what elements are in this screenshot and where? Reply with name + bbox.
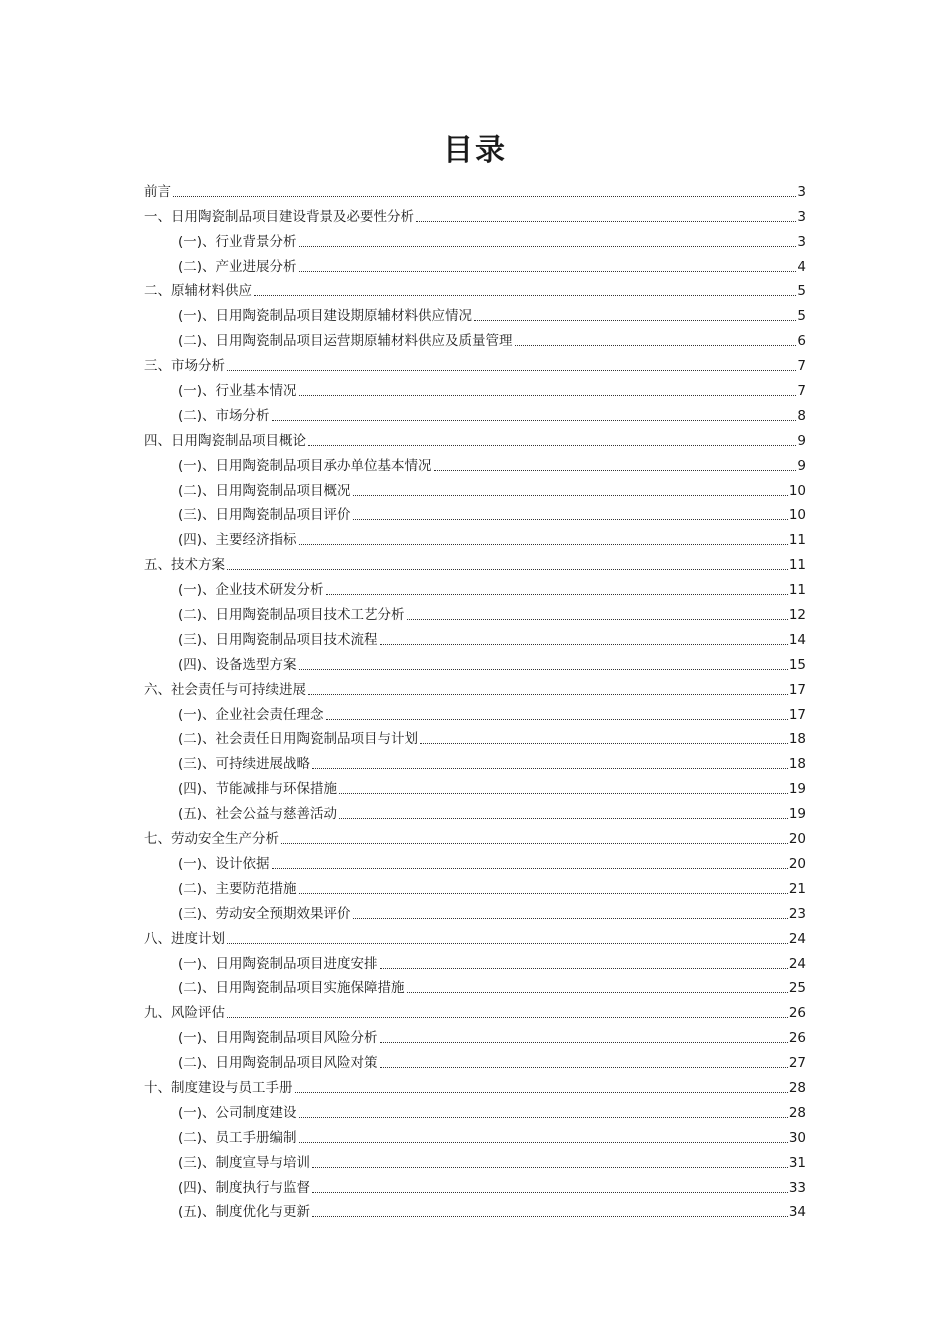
toc-entry-label: (二)、日用陶瓷制品项目实施保障措施 <box>178 980 405 997</box>
toc-dot-leader <box>254 295 796 296</box>
toc-page-number: 19 <box>788 781 806 798</box>
toc-page-number: 28 <box>788 1104 806 1121</box>
toc-subsection-entry[interactable] <box>144 1197 806 1222</box>
toc-page-number: 11 <box>788 557 806 574</box>
toc-entry-label: (三)、可持续进展战略 <box>178 756 311 773</box>
toc-subsection-entry[interactable] <box>144 624 806 649</box>
toc-subsection-entry[interactable] <box>144 898 806 923</box>
toc-page-number: 11 <box>788 532 806 549</box>
toc-entry-label: (四)、节能减排与环保措施 <box>178 781 338 798</box>
toc-entry-label: (五)、社会公益与慈善活动 <box>178 806 338 823</box>
toc-dot-leader <box>299 1142 788 1143</box>
toc-entry-label: (四)、制度执行与监督 <box>178 1179 311 1196</box>
toc-subsection-entry[interactable] <box>144 375 806 400</box>
toc-subsection-entry[interactable] <box>144 649 806 674</box>
toc-dot-leader <box>353 495 788 496</box>
toc-entry-label: (二)、日用陶瓷制品项目风险对策 <box>178 1055 378 1072</box>
toc-entry-label: (四)、设备选型方案 <box>178 656 297 673</box>
toc-page-number: 24 <box>788 955 806 972</box>
toc-page-number: 8 <box>797 407 806 424</box>
toc-subsection-entry[interactable] <box>144 1047 806 1072</box>
toc-entry-label: 七、劳动安全生产分析 <box>144 831 279 848</box>
toc-dot-leader <box>407 992 788 993</box>
toc-entry-label: (一)、行业基本情况 <box>178 383 297 400</box>
toc-subsection-entry[interactable] <box>144 748 806 773</box>
toc-dot-leader <box>339 793 788 794</box>
toc-entry-label: 九、风险评估 <box>144 1005 225 1022</box>
page-title: 目录 <box>443 133 507 168</box>
toc-subsection-entry[interactable] <box>144 325 806 350</box>
toc-entry-label: (二)、主要防范措施 <box>178 880 297 897</box>
toc-page-number: 27 <box>788 1055 806 1072</box>
toc-page-number: 19 <box>788 806 806 823</box>
toc-page-number: 12 <box>788 607 806 624</box>
toc-dot-leader <box>312 768 788 769</box>
toc-dot-leader <box>380 1067 788 1068</box>
toc-subsection-entry[interactable] <box>144 724 806 749</box>
toc-dot-leader <box>299 669 788 670</box>
toc-subsection-entry[interactable] <box>144 973 806 998</box>
toc-entry-label: (二)、日用陶瓷制品项目技术工艺分析 <box>178 607 405 624</box>
toc-dot-leader <box>339 818 788 819</box>
toc-page-number: 11 <box>788 582 806 599</box>
toc-dot-leader <box>515 345 797 346</box>
toc-dot-leader <box>173 196 796 197</box>
toc-dot-leader <box>407 619 788 620</box>
toc-entry-label: (一)、日用陶瓷制品项目进度安排 <box>178 955 378 972</box>
toc-subsection-entry[interactable] <box>144 500 806 525</box>
toc-subsection-entry[interactable] <box>144 1147 806 1172</box>
toc-subsection-entry[interactable] <box>144 1022 806 1047</box>
toc-entry-label: 三、市场分析 <box>144 358 225 375</box>
toc-page-number: 6 <box>797 333 806 350</box>
toc-subsection-entry[interactable] <box>144 1122 806 1147</box>
table-of-contents <box>144 176 806 1221</box>
toc-subsection-entry[interactable] <box>144 251 806 276</box>
toc-subsection-entry[interactable] <box>144 1097 806 1122</box>
toc-entry-label: 前言 <box>144 183 171 200</box>
toc-dot-leader <box>312 1192 788 1193</box>
toc-section-entry[interactable] <box>144 176 806 201</box>
toc-subsection-entry[interactable] <box>144 574 806 599</box>
toc-dot-leader <box>326 594 788 595</box>
toc-page-number: 7 <box>797 383 806 400</box>
toc-page-number: 14 <box>788 631 806 648</box>
toc-entry-label: (三)、日用陶瓷制品项目技术流程 <box>178 631 378 648</box>
toc-dot-leader <box>299 1117 788 1118</box>
toc-section-entry[interactable] <box>144 1072 806 1097</box>
toc-page-number: 9 <box>797 457 806 474</box>
toc-page-number: 24 <box>788 930 806 947</box>
toc-dot-leader <box>299 246 797 247</box>
toc-entry-label: (三)、日用陶瓷制品项目评价 <box>178 507 351 524</box>
toc-subsection-entry[interactable] <box>144 873 806 898</box>
toc-entry-label: 八、进度计划 <box>144 930 225 947</box>
toc-page-number: 18 <box>788 756 806 773</box>
toc-page-number: 25 <box>788 980 806 997</box>
toc-page-number: 17 <box>788 681 806 698</box>
toc-dot-leader <box>312 1216 788 1217</box>
toc-dot-leader <box>353 918 788 919</box>
toc-page-number: 34 <box>788 1204 806 1221</box>
toc-page-number: 28 <box>788 1079 806 1096</box>
toc-dot-leader <box>416 221 796 222</box>
toc-entry-label: (二)、日用陶瓷制品项目运营期原辅材料供应及质量管理 <box>178 333 513 350</box>
toc-page-number: 33 <box>788 1179 806 1196</box>
toc-entry-label: 六、社会责任与可持续进展 <box>144 681 306 698</box>
toc-entry-label: (一)、企业社会责任理念 <box>178 706 324 723</box>
toc-dot-leader <box>308 445 796 446</box>
toc-subsection-entry[interactable] <box>144 226 806 251</box>
toc-subsection-entry[interactable] <box>144 450 806 475</box>
toc-dot-leader <box>227 1017 788 1018</box>
toc-page-number: 20 <box>788 855 806 872</box>
toc-dot-leader <box>434 470 797 471</box>
toc-subsection-entry[interactable] <box>144 798 806 823</box>
toc-page-number: 3 <box>797 183 806 200</box>
toc-section-entry[interactable] <box>144 276 806 301</box>
toc-page-number: 7 <box>797 358 806 375</box>
toc-entry-label: (一)、公司制度建设 <box>178 1104 297 1121</box>
toc-page-number: 4 <box>797 258 806 275</box>
toc-entry-label: (二)、员工手册编制 <box>178 1129 297 1146</box>
toc-dot-leader <box>308 694 788 695</box>
toc-subsection-entry[interactable] <box>144 948 806 973</box>
toc-entry-label: 十、制度建设与员工手册 <box>144 1079 293 1096</box>
toc-entry-label: (五)、制度优化与更新 <box>178 1204 311 1221</box>
toc-section-entry[interactable] <box>144 350 806 375</box>
toc-dot-leader <box>299 271 797 272</box>
toc-subsection-entry[interactable] <box>144 599 806 624</box>
toc-dot-leader <box>299 395 797 396</box>
toc-section-entry[interactable] <box>144 549 806 574</box>
toc-dot-leader <box>272 868 788 869</box>
toc-entry-label: (二)、社会责任日用陶瓷制品项目与计划 <box>178 731 419 748</box>
toc-entry-label: (三)、制度宣导与培训 <box>178 1154 311 1171</box>
toc-subsection-entry[interactable] <box>144 773 806 798</box>
toc-page-number: 5 <box>797 283 806 300</box>
toc-entry-label: 五、技术方案 <box>144 557 225 574</box>
toc-page-number: 31 <box>788 1154 806 1171</box>
toc-subsection-entry[interactable] <box>144 400 806 425</box>
toc-entry-label: 一、日用陶瓷制品项目建设背景及必要性分析 <box>144 208 414 225</box>
toc-dot-leader <box>295 1092 788 1093</box>
toc-entry-label: 二、原辅材料供应 <box>144 283 252 300</box>
toc-dot-leader <box>353 519 788 520</box>
toc-entry-label: (一)、企业技术研发分析 <box>178 582 324 599</box>
toc-dot-leader <box>380 1042 788 1043</box>
toc-entry-label: (一)、日用陶瓷制品项目风险分析 <box>178 1030 378 1047</box>
toc-dot-leader <box>281 843 788 844</box>
toc-dot-leader <box>420 743 788 744</box>
toc-dot-leader <box>380 968 788 969</box>
toc-section-entry[interactable] <box>144 674 806 699</box>
toc-page-number: 3 <box>797 208 806 225</box>
toc-page-number: 9 <box>797 432 806 449</box>
toc-dot-leader <box>227 370 796 371</box>
toc-dot-leader <box>227 569 788 570</box>
toc-page-number: 5 <box>797 308 806 325</box>
toc-section-entry[interactable] <box>144 425 806 450</box>
toc-dot-leader <box>312 1167 788 1168</box>
toc-dot-leader <box>272 420 797 421</box>
toc-dot-leader <box>326 719 788 720</box>
toc-dot-leader <box>380 644 788 645</box>
toc-section-entry[interactable] <box>144 823 806 848</box>
toc-subsection-entry[interactable] <box>144 1172 806 1197</box>
toc-page-number: 15 <box>788 656 806 673</box>
toc-entry-label: (二)、日用陶瓷制品项目概况 <box>178 482 351 499</box>
toc-page-number: 30 <box>788 1129 806 1146</box>
toc-dot-leader <box>227 943 788 944</box>
toc-entry-label: (二)、产业进展分析 <box>178 258 297 275</box>
toc-subsection-entry[interactable] <box>144 699 806 724</box>
toc-section-entry[interactable] <box>144 997 806 1022</box>
toc-subsection-entry[interactable] <box>144 300 806 325</box>
toc-entry-label: (一)、日用陶瓷制品项目建设期原辅材料供应情况 <box>178 308 473 325</box>
toc-entry-label: (一)、行业背景分析 <box>178 233 297 250</box>
toc-subsection-entry[interactable] <box>144 475 806 500</box>
toc-page-number: 10 <box>788 482 806 499</box>
toc-entry-label: (二)、市场分析 <box>178 407 270 424</box>
toc-entry-label: (三)、劳动安全预期效果评价 <box>178 905 351 922</box>
toc-page-number: 23 <box>788 905 806 922</box>
toc-section-entry[interactable] <box>144 923 806 948</box>
toc-entry-label: 四、日用陶瓷制品项目概论 <box>144 432 306 449</box>
toc-page-number: 20 <box>788 831 806 848</box>
toc-page-number: 3 <box>797 233 806 250</box>
toc-page-number: 18 <box>788 731 806 748</box>
toc-section-entry[interactable] <box>144 201 806 226</box>
toc-subsection-entry[interactable] <box>144 848 806 873</box>
toc-subsection-entry[interactable] <box>144 524 806 549</box>
toc-page-number: 26 <box>788 1005 806 1022</box>
toc-dot-leader <box>474 320 796 321</box>
toc-entry-label: (一)、设计依据 <box>178 855 270 872</box>
toc-page-number: 10 <box>788 507 806 524</box>
toc-dot-leader <box>299 544 788 545</box>
toc-dot-leader <box>299 893 788 894</box>
toc-entry-label: (一)、日用陶瓷制品项目承办单位基本情况 <box>178 457 432 474</box>
toc-page-number: 26 <box>788 1030 806 1047</box>
toc-page-number: 17 <box>788 706 806 723</box>
toc-entry-label: (四)、主要经济指标 <box>178 532 297 549</box>
toc-page-number: 21 <box>788 880 806 897</box>
